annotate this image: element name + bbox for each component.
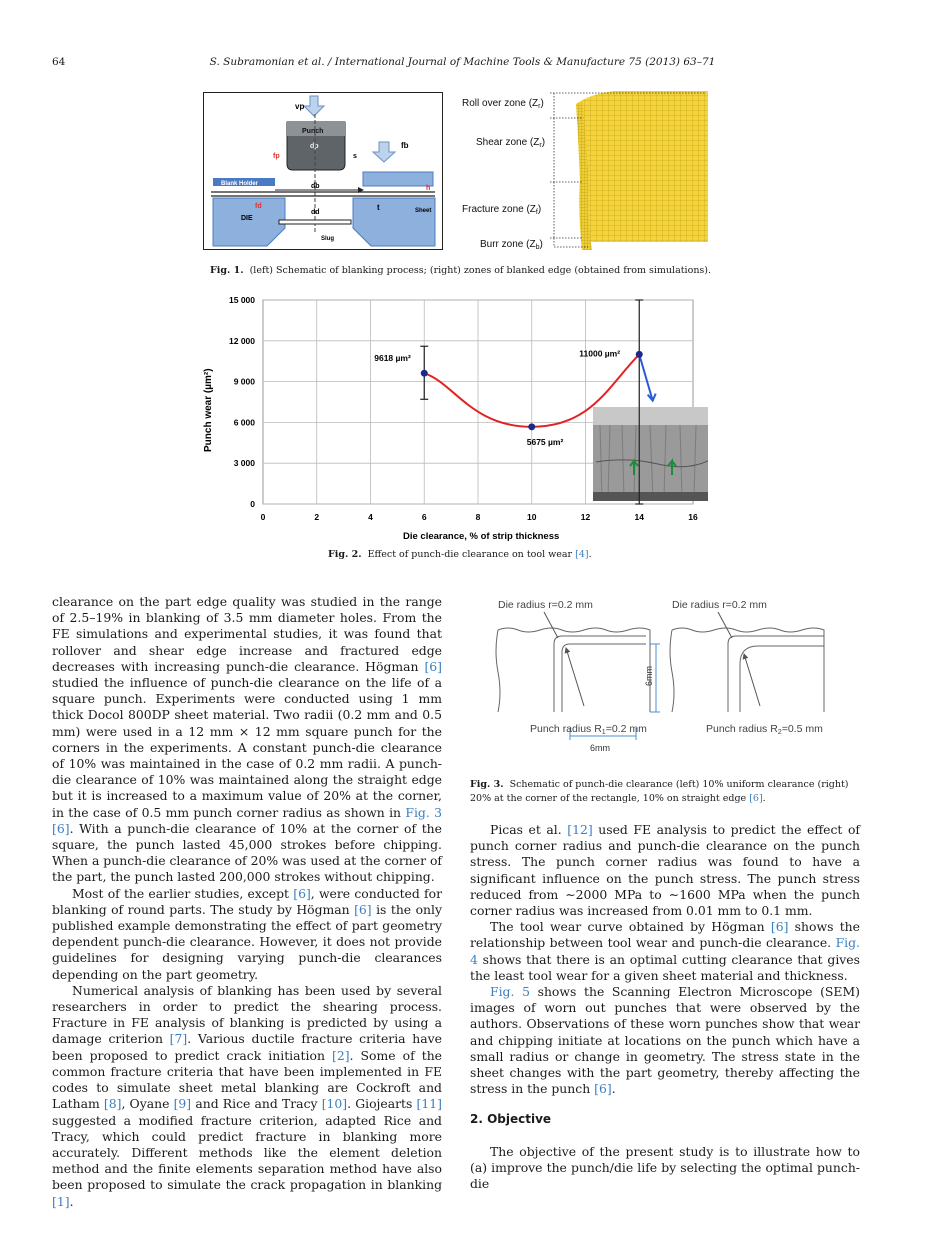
- die-radius-right: Die radius r=0.2 mm: [672, 599, 767, 611]
- x-tick-label: 16: [688, 512, 698, 522]
- punch-radius-left: Punch radius R1=0.2 mm: [530, 723, 647, 736]
- sem-inset-image: [593, 407, 708, 501]
- data-label: 11000 µm²: [579, 348, 621, 359]
- fig-link[interactable]: Fig. 4: [470, 935, 860, 967]
- y-tick-label: 3 000: [233, 458, 255, 469]
- paragraph: clearance on the part edge quality was studied in the range of 2.5–19% in blanking of 3.5 mm diameter holes. From the FE simulations and experimental studies, it was found that rollover and shear edge increase and fractured edge decreases with increasing punch-die clearance. Högman [6] studied the influence of punch-die clearance on the life of a square punch. Experiments were conducted using 1 mm thick Docol 800DP sheet material. Two radii (0.2 mm and 0.5 mm) were used in a 12 mm × 12 mm square punch for the corners in the experiments. A constant punch-die clearance of 10% was maintained in the case of 0.2 mm radii. A punch-die clearance of 10% was maintained along the straight edge but it is increased to a maximum value of 20% at the corner, in the case of 0.5 mm punch corner radius as shown in Fig. 3 [6]. With a punch-die clearance of 10% at the corner of the square, the punch lasted 45,000 strokes before chipping. When a punch-die clearance of 20% was used at the corner of the part, the punch lasted 200,000 strokes without chipping.: [52, 594, 442, 885]
- fig-link[interactable]: Fig. 5: [490, 984, 530, 1000]
- punch-radius-right: Punch radius R2=0.5 mm: [706, 723, 823, 736]
- ref-link[interactable]: [6]: [424, 658, 442, 674]
- section-heading: 2. Objective: [470, 1112, 552, 1127]
- label-t: t: [377, 203, 380, 212]
- fig2-chart: [198, 292, 708, 542]
- ref-link[interactable]: [6]: [52, 820, 70, 836]
- ref-link[interactable]: [6]: [293, 885, 311, 901]
- ref-link[interactable]: [6]: [770, 919, 789, 935]
- ref-link[interactable]: [12]: [567, 822, 593, 837]
- journal-citation: S. Subramonian et al. / International Journal of Machine Tools & Manufacture 75 (2013) 63–71: [209, 56, 716, 68]
- x-tick-label: 8: [475, 512, 481, 522]
- dim-horizontal: 6mm: [590, 743, 610, 753]
- svg-text:Roll over zone (Zr): Roll over zone $(Z_r)$: [462, 98, 544, 110]
- fig1-caption: Fig. 1. (left) Schematic of blanking process; (right) zones of blanked edge (obtained from simulations).: [210, 265, 712, 276]
- x-tick-label: 0: [260, 512, 266, 522]
- x-tick-label: 4: [368, 512, 373, 522]
- label-sheet: Sheet: [415, 208, 432, 214]
- ref-link[interactable]: [1]: [52, 1193, 70, 1209]
- ref-link[interactable]: [11]: [416, 1096, 442, 1112]
- paragraph: Numerical analysis of blanking has been used by several researchers in order to predict the shearing process. Fracture in FE analysis of blanking is predicted by using a damage criterion [7]. Various ductile fracture criteria have been proposed to predict crack initiation [2]. Some of the common fracture criteria that have been implemented in FE codes to simulate sheet metal blanking are Cockroft and Latham [8], Oyane [9] and Rice and Tracy [10]. Giojearts [11] suggested a modified fracture criterion, adapted Rice and Tracy, which could predict fracture in blanking more accurately. Different methods like the element deletion method and the finite elements separation method have also been proposed to simulate the crack propagation in blanking [1].: [52, 982, 443, 1209]
- paragraph: The objective of the present study is to illustrate how to (a) improve the punch/die life by selecting the optimal punch-die: [470, 1143, 860, 1192]
- label-fp: fp: [273, 153, 280, 160]
- ref-link[interactable]: [6]: [749, 793, 763, 804]
- svg-text:Fracture zone (Zf): Fracture zone $(Z_f)$: [462, 204, 542, 216]
- paragraph: The tool wear curve obtained by Högman [6] shows the relationship between tool wear and punch-die clearance. Fig. 4 shows that there is an optimal cutting clearance that gives the least tool wear for a given sheet material and thickness.: [470, 919, 860, 983]
- chart-xlabel: Die clearance, % of strip thickness: [403, 531, 560, 542]
- fig3-caption: Fig. 3. Schematic of punch-die clearance (left) 10% uniform clearance (right) 20% at the corner of the rectangle, 10% on straight edge [6].: [470, 779, 849, 804]
- x-tick-label: 12: [580, 512, 591, 522]
- right-column: [470, 822, 860, 1192]
- label-slug: Slug: [321, 236, 334, 242]
- fig3-schematic: [494, 596, 859, 762]
- label-db: db: [311, 183, 320, 190]
- ref-link[interactable]: [10]: [321, 1096, 348, 1112]
- x-tick-label: 14: [634, 512, 644, 522]
- data-point: [636, 351, 643, 358]
- label-fd: fd: [255, 203, 262, 210]
- label-dp: dp: [310, 143, 319, 150]
- fig1-schematic: [203, 92, 443, 250]
- ref-link[interactable]: [6]: [354, 901, 372, 917]
- fig-link[interactable]: Fig. 3: [405, 804, 442, 820]
- label-s: s: [353, 153, 357, 160]
- x-tick-label: 6: [421, 512, 427, 522]
- die-radius-left: Die radius r=0.2 mm: [498, 599, 593, 611]
- x-tick-label: 2: [314, 512, 320, 522]
- label-die: DIE: [241, 215, 253, 222]
- fig1-mesh-zones: [458, 90, 710, 252]
- ref-link[interactable]: [6]: [594, 1081, 612, 1097]
- paragraph: Most of the earlier studies, except [6], were conducted for blanking of round parts. The study by Högman [6] is the only published example demonstrating the effect of part geometry dependent punch-die clearance. However, it does not provide guidelines for designing varying punch-die clearances depending on the part geometry.: [52, 885, 442, 982]
- page-number: 64: [52, 56, 66, 68]
- ref-link[interactable]: [2]: [331, 1047, 350, 1063]
- y-tick-label: 6 000: [233, 417, 255, 428]
- y-tick-label: 12 000: [229, 335, 255, 346]
- label-h: h: [426, 185, 431, 192]
- fig2-caption: Fig. 2. Effect of punch-die clearance on tool wear [4].: [328, 549, 592, 560]
- label-fb: fb: [401, 141, 409, 150]
- data-label: 5675 µm²: [526, 436, 564, 447]
- label-dd: dd: [311, 209, 320, 216]
- label-vp: vp: [295, 102, 305, 111]
- ref-link[interactable]: [8]: [103, 1096, 122, 1112]
- data-point: [528, 423, 535, 430]
- y-tick-label: 9 000: [233, 376, 255, 387]
- svg-text:Shear zone (Zr): Shear zone $(Z_r)$: [476, 137, 546, 149]
- ref-link[interactable]: [4]: [575, 549, 589, 560]
- y-tick-label: 15 000: [229, 295, 255, 305]
- data-label: 9618 µm²: [374, 353, 411, 364]
- label-blank-holder: Blank Holder: [221, 181, 259, 187]
- svg-text:Burr zone (Zb): Burr zone $(Z_b)$: [480, 239, 543, 251]
- left-column: [52, 594, 442, 1210]
- dim-vertical: 6mm: [644, 666, 654, 686]
- paragraph: Picas et al. [12] used FE analysis to predict the effect of punch corner radius and punch-die clearance on the punch stress. The punch corner radius was found to have a significant influence on the punch stress. The punch stress reduced from ∼2000 MPa to ∼1600 MPa when the punch corner radius was increased from 0.01 mm to 0.1 mm.: [470, 822, 860, 919]
- label-punch: Punch: [302, 128, 324, 135]
- data-point: [421, 370, 428, 377]
- y-tick-label: 0: [250, 499, 255, 509]
- ref-link[interactable]: [9]: [173, 1096, 192, 1112]
- ref-link[interactable]: [7]: [169, 1031, 188, 1047]
- chart-ylabel: Punch wear (µm²): [203, 368, 214, 452]
- x-tick-label: 10: [527, 512, 537, 522]
- paragraph: Fig. 5 shows the Scanning Electron Microscope (SEM) images of worn out punches that were observed by the authors. Observations of these worn punches show that wear and chipping initiate at locations on the punch which have a small radius or change in geometry. The stress state in the sheet changes with the part geometry, thereby affecting the stress in the punch [6].: [470, 984, 860, 1097]
